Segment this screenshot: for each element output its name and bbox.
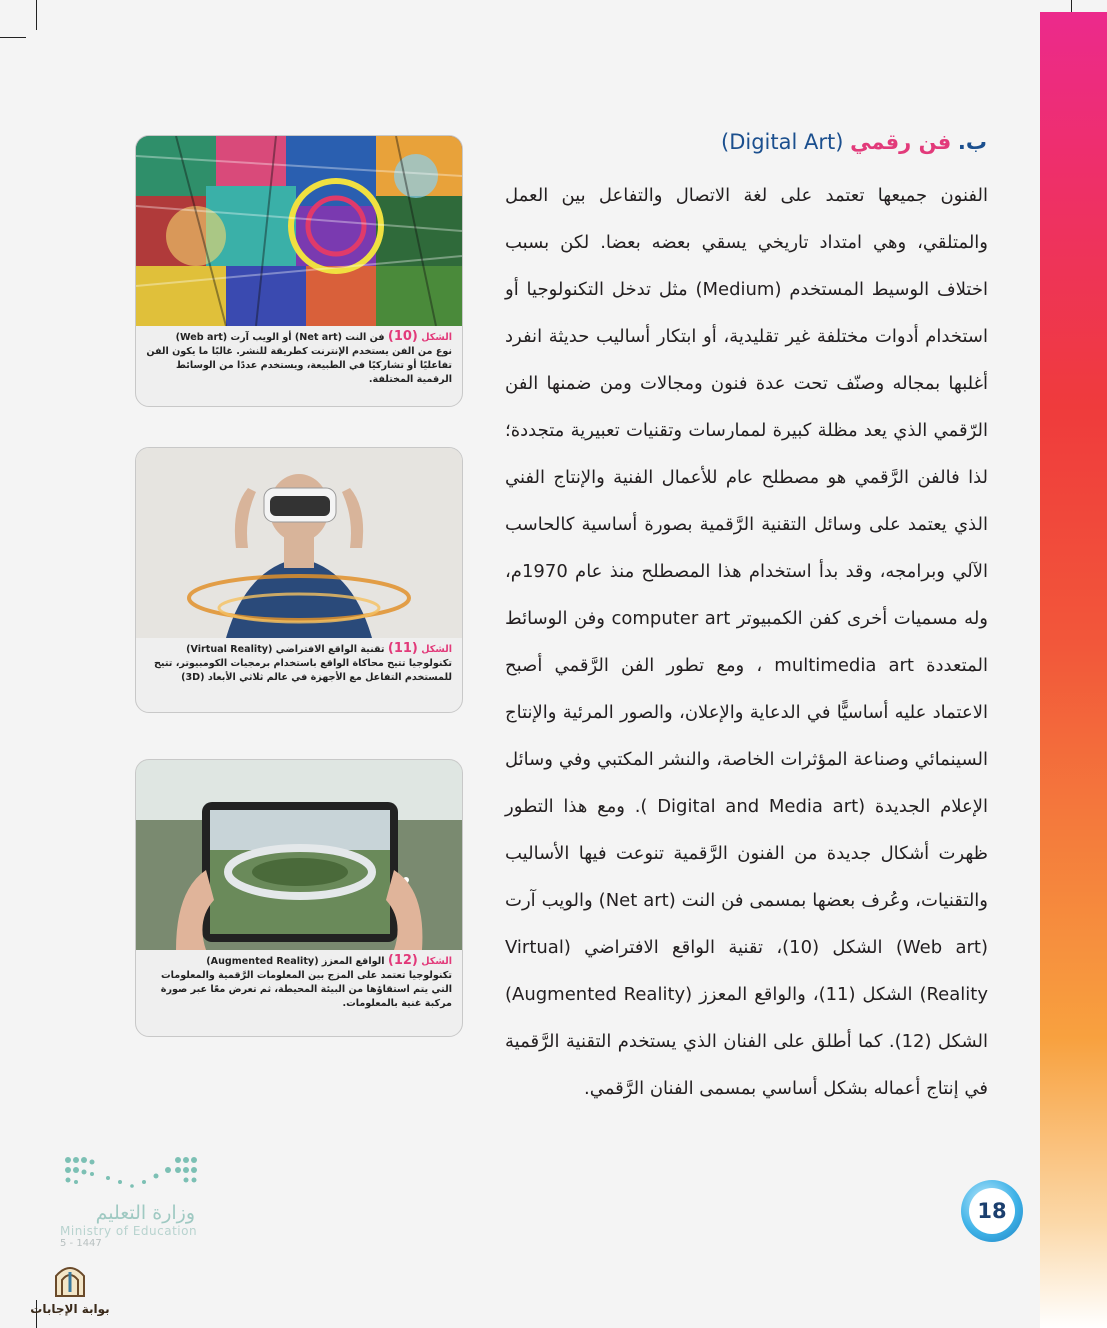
watermark-text: بوابة الإجابات <box>30 1302 110 1316</box>
page-number-badge <box>961 1180 1023 1242</box>
crop-mark <box>0 37 26 38</box>
figure-12-text: تكنولوجيا تعتمد على المزج بين المعلومات الرَّقمية والمعلومات التي يتم استقاؤها من البيئة المحيطة، ثم تعرض معًا عبر صورة مركبة غنية بالمعلومات. <box>160 970 452 1009</box>
figure-10-label: الشكل <box>421 332 452 343</box>
figure-12-caption <box>136 950 462 1017</box>
ministry-dots-icon <box>60 1152 200 1198</box>
decorative-gradient-stripe <box>1040 12 1107 1328</box>
ministry-english: Ministry of Education <box>60 1224 198 1238</box>
heading-title: فن رقمي <box>850 130 952 154</box>
page-number: 18 <box>969 1188 1015 1234</box>
figure-10-caption <box>136 326 462 393</box>
ministry-year: 5 - 1447 <box>60 1238 102 1249</box>
crop-mark <box>36 0 37 30</box>
figure-10-number: (10) <box>387 329 418 344</box>
figure-11-label: الشكل <box>421 644 452 655</box>
figure-12-number: (12) <box>387 953 418 968</box>
ministry-arabic: وزارة التعليم <box>95 1202 195 1224</box>
figure-10-title: فن النت (Net art) أو الويب آرت (Web art) <box>175 332 385 343</box>
figure-11-text: تكنولوجيا تتيح محاكاة الواقع باستخدام برمجيات الكومبيوتر، تتيح للمستخدم التفاعل مع الأجهزة في عالم ثلاثي الأبعاد (3D) <box>154 658 452 683</box>
watermark-emblem-icon <box>50 1258 90 1298</box>
augmented-reality-image <box>136 760 462 950</box>
virtual-reality-image <box>136 448 462 638</box>
figure-11-title: تقنية الواقع الافتراضي (Virtual Reality) <box>186 644 385 655</box>
figure-10 <box>135 135 463 407</box>
body-paragraph: الفنون جميعها تعتمد على لغة الاتصال والتفاعل بين العمل والمتلقي، وهي امتداد تاريخي يسقي بعضه بعضا. لكن بسبب اختلاف الوسيط المستخدم (Medium) مثل تدخل التكنولوجيا أو استخدام أدوات مختلفة غير تقليدية، أو ابتكار أساليب حديثة انفرد أغلبها بمجاله وصنّف تحت عدة فنون ومجالات ومن ضمنها الفن الرّقمي الذي يعد مظلة كبيرة لممارسات وتقنيات تعبيرية متجددة؛ لذا فالفن الرَّقمي هو مصطلح عام للأعمال الفنية والإنتاج الفني الذي يعتمد على وسائل التقنية الرَّقمية بصورة أساسية كالحاسب الآلي وبرامجه، وقد بدأ استخدام هذا المصطلح منذ عام 1970م، وله مسميات أخرى كفن الكمبيوتر computer art وفن الوسائط المتعددة multimedia art ، ومع تطور الفن الرَّقمي أصبح الاعتماد عليه أساسيًّا في الدعاية والإعلان، والصور المرئية والإنتاج السينمائي وصناعة المؤثرات الخاصة، والنشر المكتبي وفي وسائل الإعلام الجديدة (Digital and Media art ). ومع هذا التطور ظهرت أشكال جديدة من الفنون الرَّقمية تنوعت فيها الأساليب والتقنيات، وعُرف بعضها بمسمى فن النت (Net art) والويب آرت (Web art) الشكل (10)، تقنية الواقع الافتراضي (Virtual Reality) الشكل (11)، والواقع المعزز (Augmented Reality) الشكل (12). كما أطلق على الفنان الذي يستخدم التقنية الرَّقمية في إنتاج أعماله بشكل أساسي بمسمى الفنان الرَّقمي. <box>505 185 989 1099</box>
figure-12-label: الشكل <box>421 956 452 967</box>
heading-letter: ب. <box>957 130 987 154</box>
heading-english: (Digital Art) <box>720 130 844 154</box>
section-heading <box>721 130 987 154</box>
figure-10-text: نوع من الفن يستخدم الإنترنت كطريقة للنشر. غالبًا ما يكون الفن تفاعليًا أو تشاركيًا في الطبيعة، ويستخدم عددًا من الوسائط الرقمية المختلفة. <box>146 346 452 385</box>
figure-11-number: (11) <box>387 641 418 656</box>
watermark <box>30 1258 110 1316</box>
figure-12-title: الواقع المعزز (Augmented Reality) <box>206 956 385 967</box>
net-art-image <box>136 136 462 326</box>
figure-11-caption <box>136 638 462 691</box>
figure-11 <box>135 447 463 713</box>
figure-12 <box>135 759 463 1037</box>
ministry-logo <box>60 1152 220 1249</box>
